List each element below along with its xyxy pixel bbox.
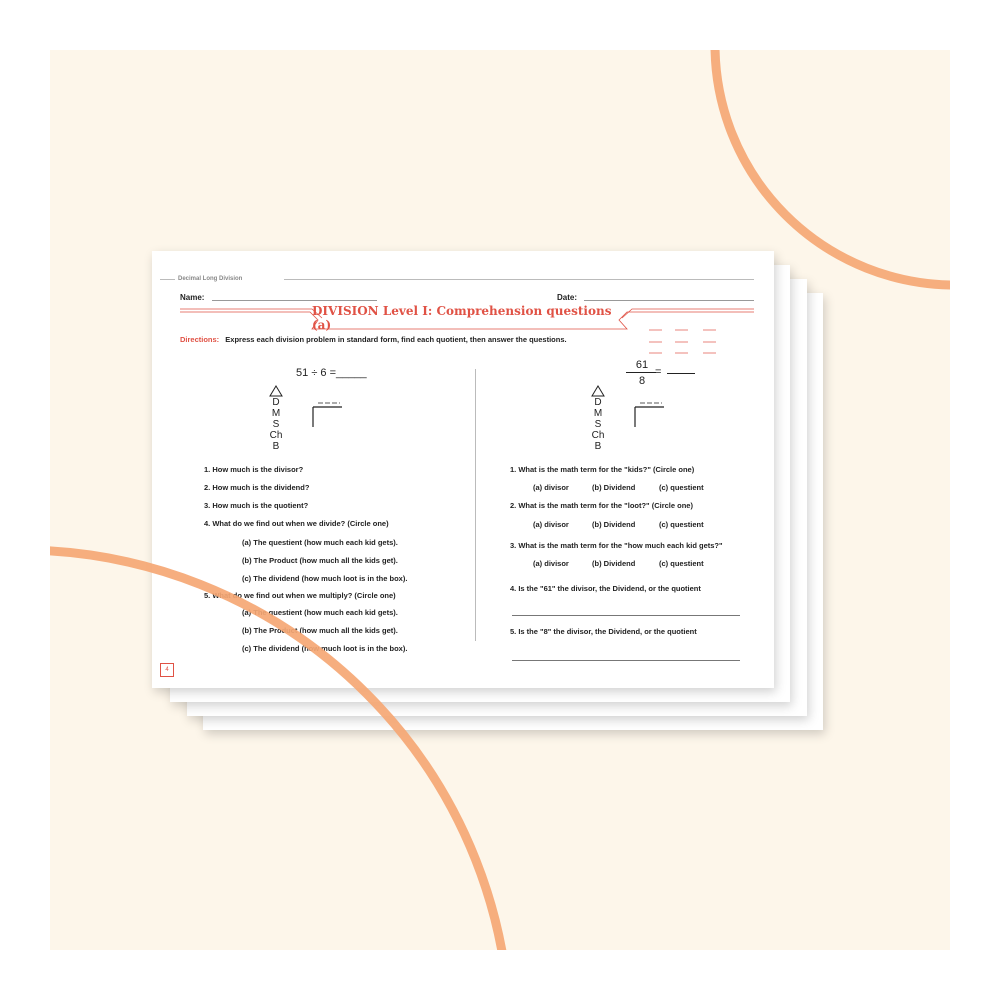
directions-text: Express each division problem in standard form, find each quotient, then answer the questions. — [225, 335, 567, 344]
option-divisor[interactable]: (a) divisor — [533, 483, 569, 492]
date-field[interactable] — [584, 300, 754, 301]
question: 5. What do we find out when we multiply? (Circle one) — [204, 591, 396, 600]
directions-label: Directions: — [180, 335, 220, 344]
answer-dashes — [647, 327, 722, 357]
option-divisor[interactable]: (a) divisor — [533, 559, 569, 568]
triangle-icon — [269, 385, 283, 397]
brand-label: Decimal Long Division — [178, 276, 243, 282]
fraction-denominator: 8 — [638, 375, 646, 387]
question: 2. How much is the dividend? — [204, 483, 310, 492]
division-bracket — [310, 399, 350, 429]
question: 3. What is the math term for the "how much each kid gets?" — [510, 541, 723, 550]
answer-line[interactable] — [512, 660, 740, 661]
option[interactable]: (a) The questient (how much each kid gets). — [242, 608, 398, 617]
equals-sign: = — [655, 366, 662, 378]
name-field[interactable] — [212, 300, 377, 301]
question: 5. Is the "8" the divisor, the Dividend, or the quotient — [510, 627, 697, 636]
triangle-icon — [591, 385, 605, 397]
option[interactable]: (b) The Product (how much all the kids get). — [242, 626, 398, 635]
question: 3. How much is the quotient? — [204, 501, 309, 510]
name-label: Name: — [180, 293, 205, 302]
column-divider — [475, 369, 476, 641]
option[interactable]: (c) The dividend (how much loot is in the box). — [242, 644, 408, 653]
option-quotient[interactable]: (c) questient — [659, 520, 704, 529]
option-quotient[interactable]: (c) questient — [659, 483, 704, 492]
question: 4. Is the "61" the divisor, the Dividend, or the quotient — [510, 584, 701, 593]
option-quotient[interactable]: (c) questient — [659, 559, 704, 568]
option[interactable]: (a) The questient (how much each kid gets). — [242, 538, 398, 547]
question: 2. What is the math term for the "loot?" (Circle one) — [510, 501, 693, 510]
option-divisor[interactable]: (a) divisor — [533, 520, 569, 529]
question: 1. What is the math term for the "kids?" (Circle one) — [510, 465, 695, 474]
fraction-bar — [626, 372, 656, 373]
option[interactable]: (b) The Product (how much all the kids get). — [242, 556, 398, 565]
question: 1. How much is the divisor? — [204, 465, 304, 474]
right-mnemonic: D M S Ch B — [591, 397, 605, 452]
page-title: DIVISION Level I: Comprehension questions (a) — [312, 304, 612, 332]
option[interactable]: (c) The dividend (how much loot is in the box). — [242, 574, 408, 583]
header-rule — [160, 279, 175, 280]
division-bracket — [632, 399, 672, 429]
left-problem: 51 ÷ 6 =_____ — [296, 367, 367, 379]
left-mnemonic: D M S Ch B — [269, 397, 283, 452]
date-label: Date: — [557, 293, 578, 302]
answer-blank[interactable] — [667, 373, 695, 374]
option-dividend[interactable]: (b) Dividend — [592, 559, 636, 568]
fraction-numerator: 61 — [635, 359, 649, 371]
option-dividend[interactable]: (b) Dividend — [592, 483, 636, 492]
question: 4. What do we find out when we divide? (Circle one) — [204, 519, 389, 528]
answer-line[interactable] — [512, 615, 740, 616]
worksheet-page — [152, 251, 774, 688]
option-dividend[interactable]: (b) Dividend — [592, 520, 636, 529]
header-rule — [284, 279, 754, 280]
page-number: 4 — [160, 663, 174, 677]
